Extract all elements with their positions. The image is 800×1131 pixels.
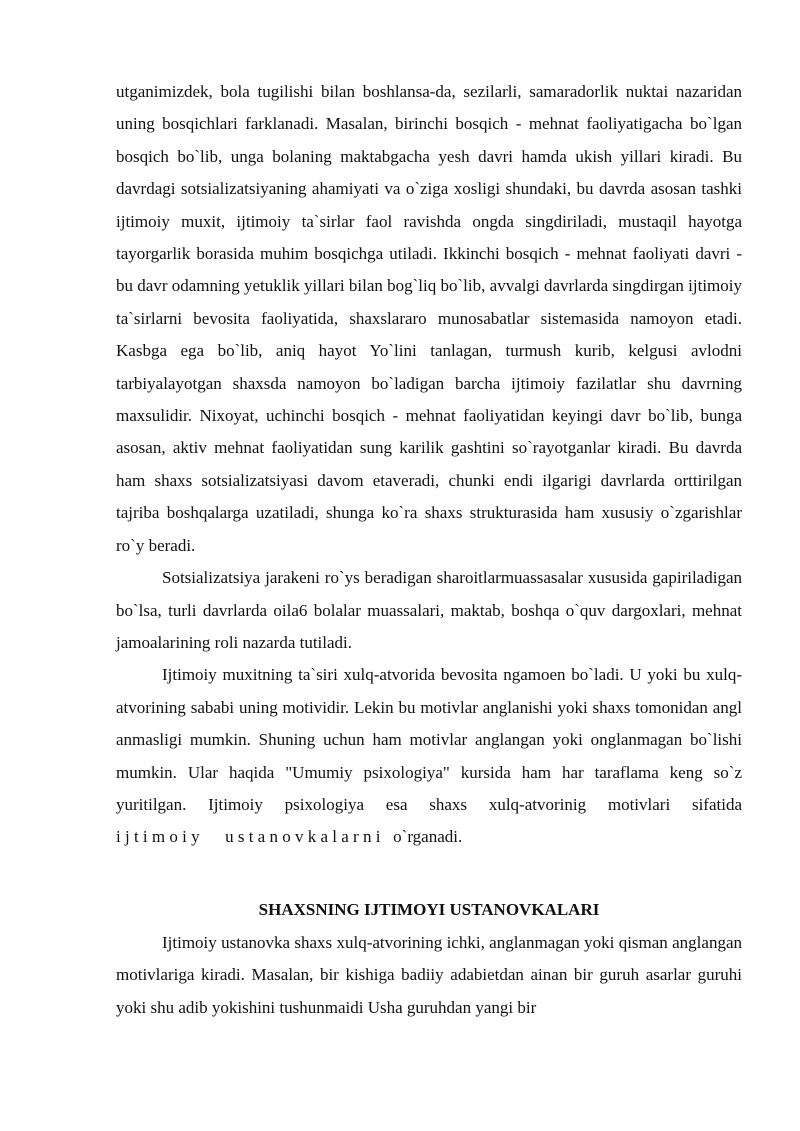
paragraph-social-environment [116,659,742,853]
paragraph-socialization-stages: utganimizdek, bola tugilishi bilan boshlansa-da, sezilarli, samaradorlik nuktai nazaridan uning bosqichlari farklanadi. Masalan, birinchi bosqich - mehnat faoliyatigacha bo`lgan bosqich bo`lib, unga bolaning maktabgacha yesh davri hamda ukish yillari kiradi. Bu davrdagi sotsializatsiyaning ahamiyati va o`ziga xosligi shundaki, bu davrda asosan tashki ijtimoiy muxit, ijtimoiy ta`sirlar faol ravishda ongda singdiriladi, mustaqil hayotga tayorgarlik borasida muhim bosqichga utiladi. Ikkinchi bosqich - mehnat faoliyati davri - bu davr odamning yetuklik yillari bilan bog`liq bo`lib, avvalgi davrlarda singdirgan ijtimoiy ta`sirlarni bevosita faoliyatida, shaxslararo munosabatlar sistemasida namoyon etadi. Kasbga ega bo`lib, aniq hayot Yo`lini tanlagan, turmush kurib, kelgusi avlodni tarbiyalayotgan shaxsda namoyon bo`ladigan barcha ijtimoiy fazilatlar shu davrning maxsulidir. Nixoyat, uchinchi bosqich - mehnat faoliyatidan keyingi davr bo`lib, bunga asosan, aktiv mehnat faoliyatidan sung karilik gashtini so`rayotganlar kiradi. Bu davrda ham shaxs sotsializatsiyasi davom etaveradi, chunki endi ilgarigi davrlarda orttirilgan tajriba boshqalarga uzatiladi, shunga ko`ra shaxs strukturasida ham xususiy o`zgarishlar ro`y beradi. [116,82,742,555]
spaced-term: i j t i m o i y u s t a n o v k a l a r n i [116,827,381,847]
paragraph-social-environment-tail: o`rganadi. [380,827,463,847]
body-text-upper [116,76,742,854]
paragraph-socialization-institutions: Sotsializatsiya jarakeni ro`ys beradigan sharoitlarmuassasalar xususida gapiriladigan bo`lsa, turli davrlarda oila6 bolalar muassalari, maktab, boshqa o`quv dargoxlari, mehnat jamoalarining roli nazarda tutiladi. [116,568,742,652]
paragraph-social-attitude: Ijtimoiy ustanovka shaxs xulq-atvorining ichki, anglanmagan yoki qisman anglangan motivlariga kiradi. Masalan, bir kishiga badiiy adabietdan ainan bir guruh asarlar guruhi yoki shu adib yokishini tushunmaidi Usha guruhdan yangi bir [116,933,742,1017]
body-text-lower [116,887,742,1024]
paragraph-social-environment-text: Ijtimoiy muxitning ta`siri xulq-atvorida bevosita ngamoen bo`ladi. U yoki bu xulq-atvorining sababi uning motividir. Lekin bu motivlar anglanishi yoki shaxs tomonidan angl anmasligi mumkin. Shuning uchun ham motivlar anglangan yoki onglanmagan bo`lishi mumkin. Ular haqida "Umumiy psixologiya" kursida ham har taraflama keng so`z yuritilgan. Ijtimoiy psixologiya esa shaxs xulq-atvorinig motivlari sifatida [116,665,742,814]
section-heading: SHAXSNING IJTIMOYI USTANOVKALARI [258,900,600,919]
